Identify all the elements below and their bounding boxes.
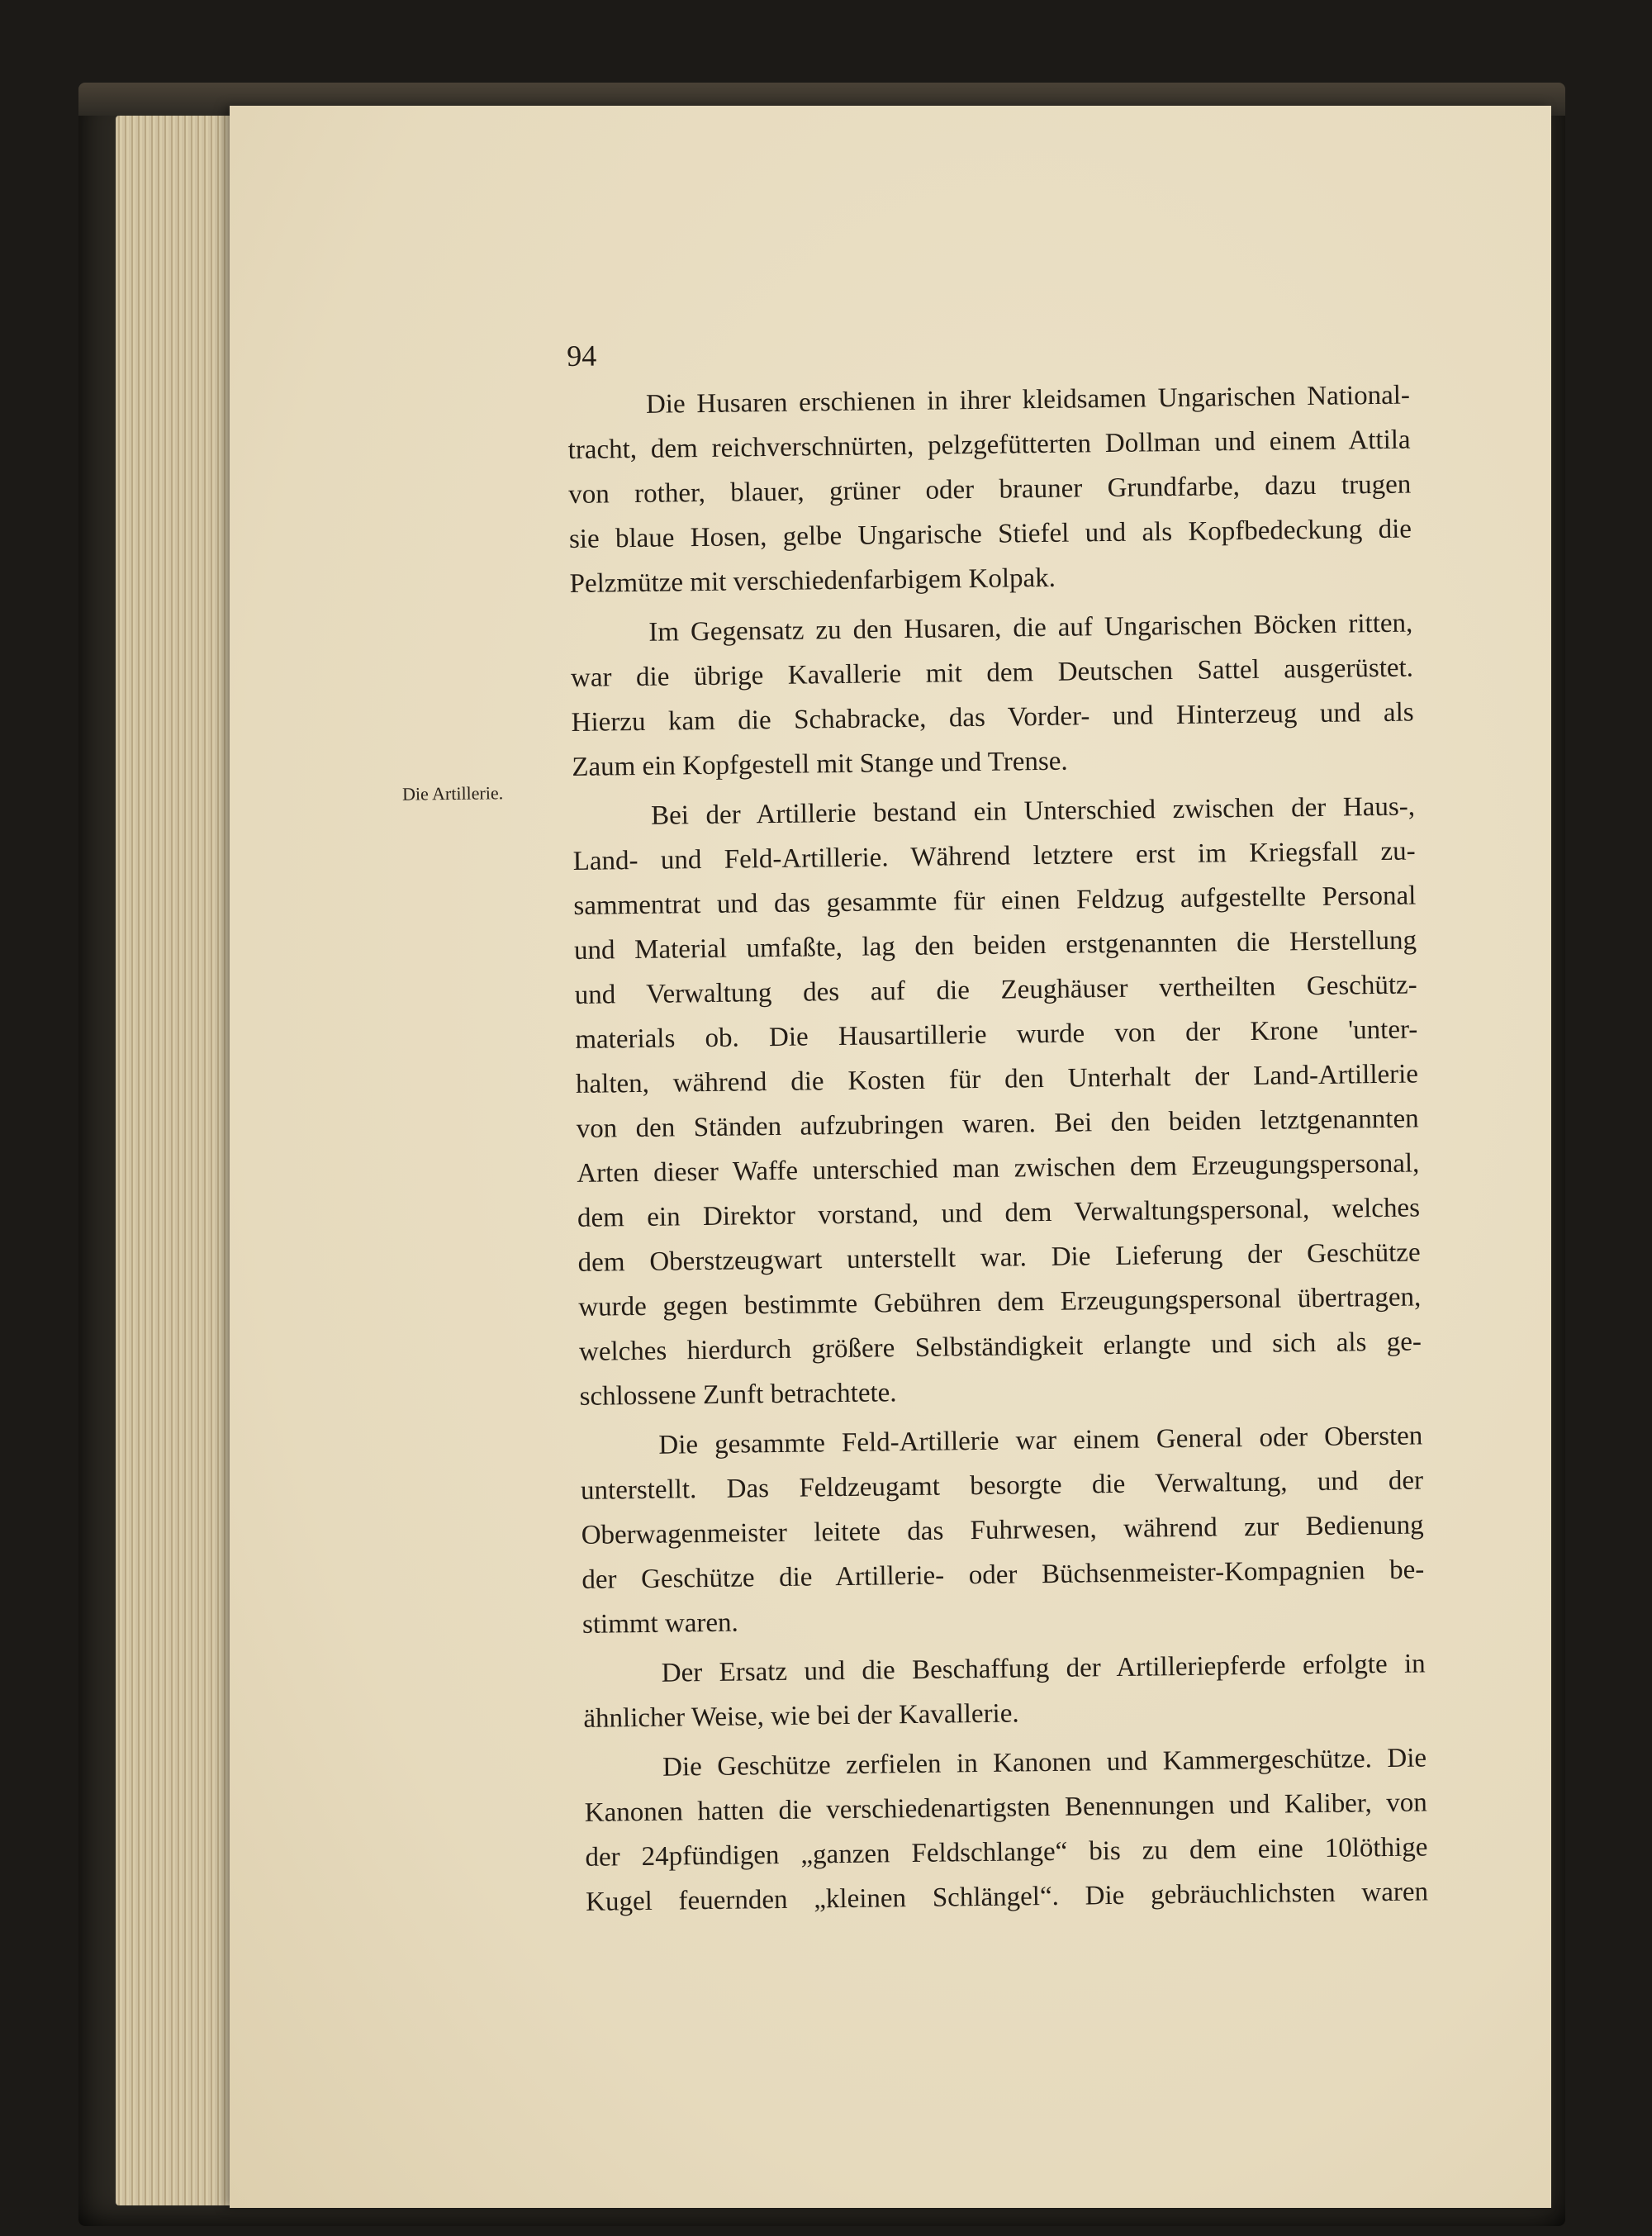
text-line: von rother, blauer, grüner oder brauner Grundfarbe, dazu trugen [568, 469, 1412, 510]
text-line: Oberwagenmeister leitete das Fuhrwesen, während zur Bedienung [581, 1510, 1424, 1550]
paragraph [584, 1735, 1429, 1924]
text-line: dem ein Direktor vorstand, und dem Verwaltungspersonal, welches [577, 1193, 1421, 1233]
text-line: schlossene Zunft betrachtete. [579, 1378, 897, 1412]
text-line: ähnlicher Weise, wie bei der Kavallerie. [583, 1698, 1019, 1734]
text-line: Hierzu kam die Schabracke, das Vorder- und Hinterzeug und als [571, 697, 1414, 738]
text-line: materials ob. Die Hausartillerie wurde von der Krone 'unter- [575, 1014, 1418, 1055]
text-line: Bei der Artillerie bestand ein Unterschied zwischen der Haus-, [650, 791, 1416, 831]
text-line: welches hierdurch größere Selbständigkeit erlangte und sich als ge- [578, 1327, 1422, 1367]
text-line: Der Ersatz und die Beschaffung der Artilleriepferde erfolgte in [661, 1649, 1426, 1688]
text-line: Die gesammte Feld-Artillerie war einem General oder Obersten [658, 1421, 1423, 1460]
text-line: war die übrige Kavallerie mit dem Deutschen Sattel ausgerüstet. [570, 653, 1414, 693]
paragraph [567, 373, 1412, 606]
text-line: der 24pfündigen „ganzen Feldschlange“ bis zu dem eine 10löthige [585, 1832, 1428, 1873]
paragraph [570, 601, 1415, 790]
text-line: Die Geschütze zerfielen in Kanonen und Kammergeschütze. Die [662, 1743, 1427, 1783]
text-line: stimmt waren. [582, 1607, 739, 1640]
paragraph [582, 1641, 1426, 1740]
text-line: Kugel feuernden „kleinen Schlängel“. Die gebräuchlichsten waren [585, 1877, 1429, 1917]
text-line: sie blaue Hosen, gelbe Ungarische Stiefel und als Kopfbedeckung die [568, 514, 1412, 554]
text-line: Die Husaren erschienen in ihrer kleidsamen Ungarischen National- [645, 380, 1411, 420]
paragraph [580, 1413, 1425, 1646]
text-line: halten, während die Kosten für den Unterhalt der Land-Artillerie [575, 1059, 1419, 1099]
text-line: Zaum ein Kopfgestell mit Stange und Trense. [572, 746, 1068, 782]
text-line: und Verwaltung des auf die Zeughäuser vertheilten Geschütz- [574, 970, 1417, 1010]
margin-note: Die Artillerie. [401, 782, 504, 805]
paragraph [572, 784, 1422, 1418]
text-line: der Geschütze die Artillerie- oder Büchsenmeister-Kompagnien be- [582, 1555, 1425, 1595]
page-edges [116, 116, 248, 2205]
text-line: von den Ständen aufzubringen waren. Bei den beiden letztgenannten [576, 1104, 1419, 1144]
text-line: unterstellt. Das Feldzeugamt besorgte die Verwaltung, und der [580, 1465, 1424, 1506]
text-line: dem Oberstzeugwart unterstellt war. Die Lieferung der Geschütze [577, 1237, 1421, 1278]
text-line: Im Gegensatz zu den Husaren, die auf Ungarischen Böcken ritten, [648, 608, 1413, 648]
text-line: sammentrat und das gesammte für einen Feldzug aufgestellte Personal [573, 881, 1417, 921]
page-number: 94 [567, 339, 597, 373]
text-line: Pelzmütze mit verschiedenfarbigem Kolpak. [569, 563, 1056, 599]
text-line: und Material umfaßte, lag den beiden erstgenannten die Herstellung [573, 925, 1417, 966]
text-line: Arten dieser Waffe unterschied man zwischen dem Erzeugungspersonal, [577, 1148, 1420, 1189]
text-line: Kanonen hatten die verschiedenartigsten Benennungen und Kaliber, von [584, 1787, 1427, 1828]
body-text [567, 329, 1428, 1925]
paragraphs [567, 373, 1429, 1925]
text-line: tracht, dem reichverschnürten, pelzgefütterten Dollman und einem Attila [567, 425, 1411, 465]
text-line: Land- und Feld-Artillerie. Während letztere erst im Kriegsfall zu- [572, 836, 1416, 876]
text-line: wurde gegen bestimmte Gebühren dem Erzeugungspersonal übertragen, [578, 1282, 1422, 1322]
